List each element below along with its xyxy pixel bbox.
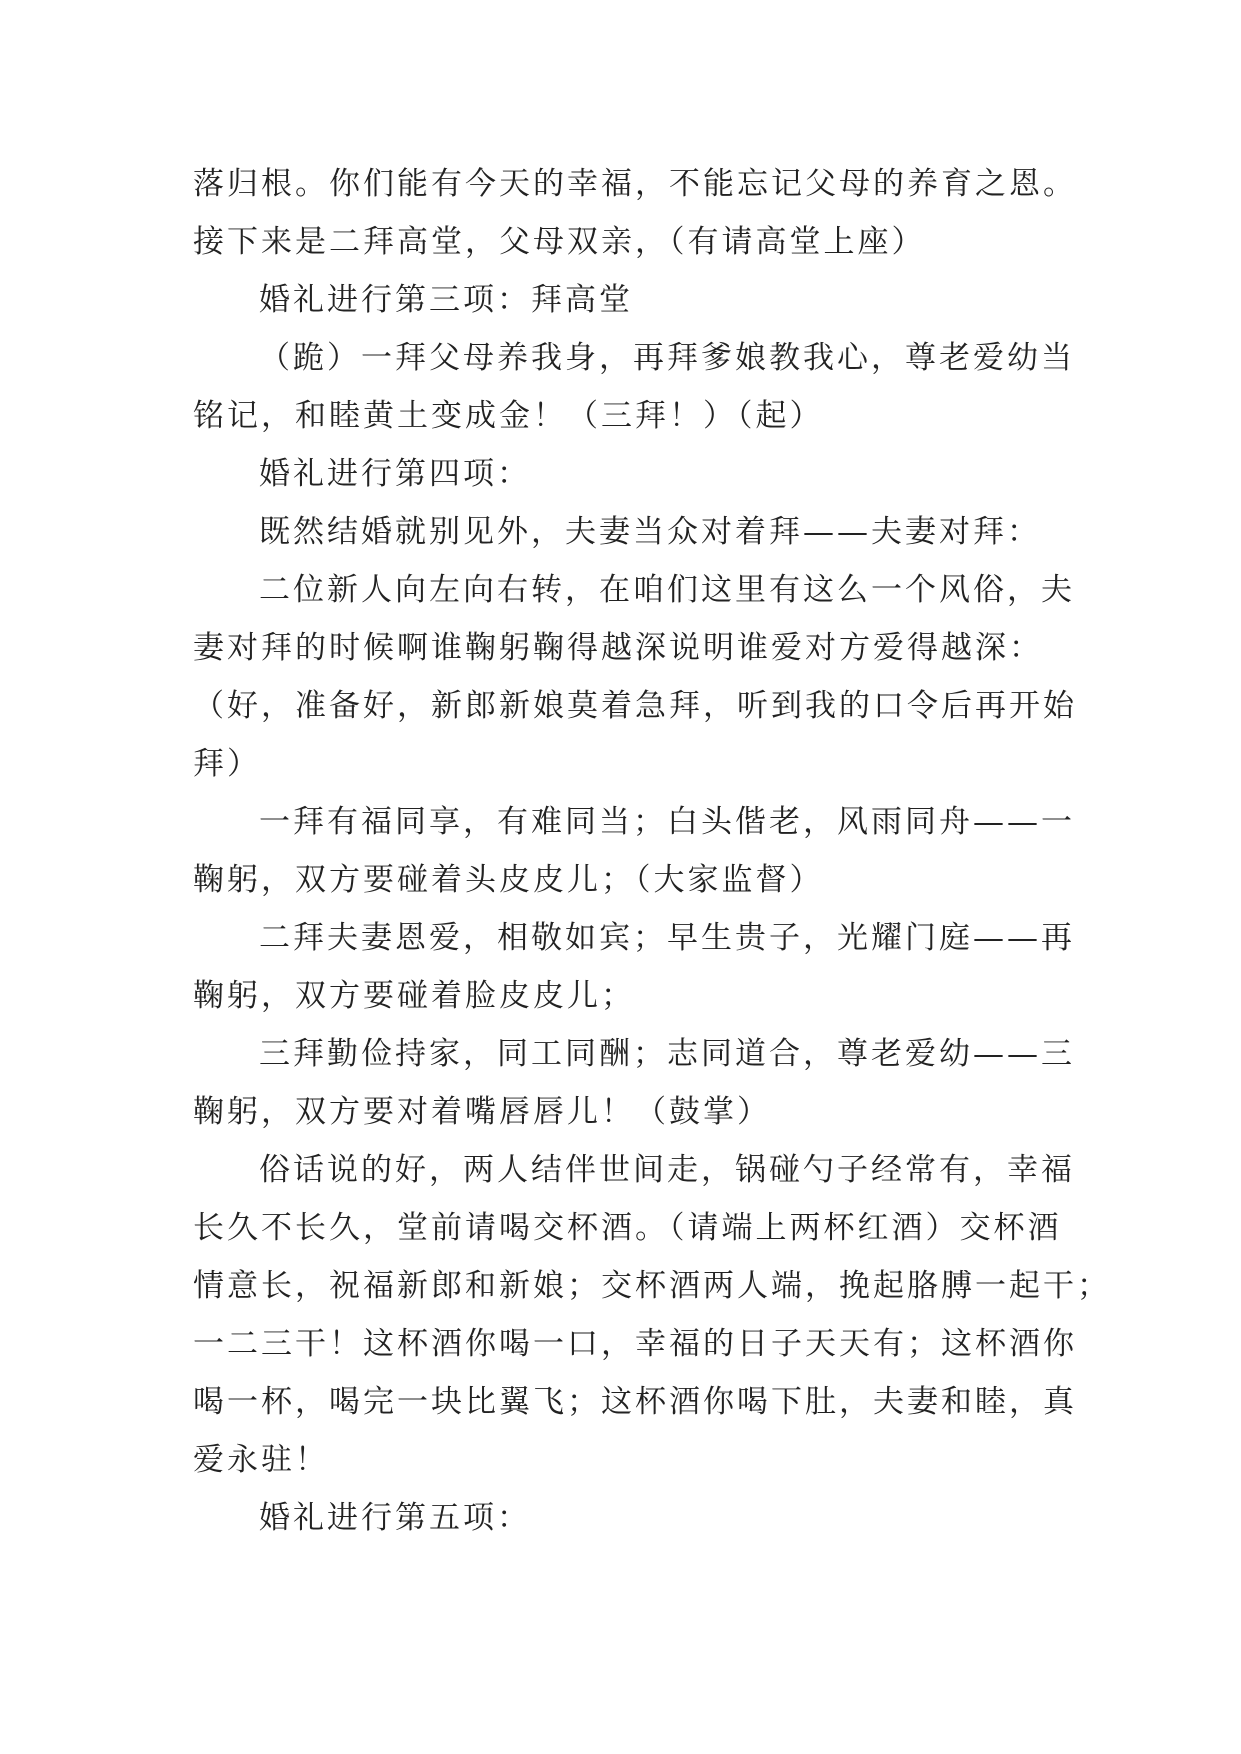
text-line: 铭记，和睦黄土变成金！（三拜！）（起） (193, 398, 824, 434)
text-line: 二位新人向左向右转，在咱们这里有这么一个风俗，夫 (259, 572, 1075, 608)
text-line: 二拜夫妻恩爱，相敬如宾；早生贵子，光耀门庭——再 (259, 920, 1075, 956)
text-line: 爱永驻！ (193, 1442, 329, 1478)
text-line: 情意长，祝福新郎和新娘；交杯酒两人端，挽起胳膊一起干； (193, 1268, 1111, 1304)
text-line: 三拜勤俭持家，同工同酬；志同道合，尊老爱幼——三 (259, 1036, 1075, 1072)
text-line: 接下来是二拜高堂，父母双亲，（有请高堂上座） (193, 224, 926, 260)
text-line: 一拜有福同享，有难同当；白头偕老，风雨同舟——一 (259, 804, 1075, 840)
section-heading: 婚礼进行第三项：拜高堂 (259, 282, 633, 318)
text-line: 鞠躬，双方要对着嘴唇唇儿！（鼓掌） (193, 1094, 771, 1130)
text-line: 妻对拜的时候啊谁鞠躬鞠得越深说明谁爱对方爱得越深： (193, 630, 1043, 666)
text-line: 一二三干！这杯酒你喝一口，幸福的日子天天有；这杯酒你 (193, 1326, 1077, 1362)
text-line: （好，准备好，新郎新娘莫着急拜，听到我的口令后再开始 (193, 688, 1077, 724)
text-line: （跪）一拜父母养我身，再拜爹娘教我心，尊老爱幼当 (259, 340, 1075, 376)
text-line: 喝一杯，喝完一块比翼飞；这杯酒你喝下肚，夫妻和睦，真 (193, 1384, 1077, 1420)
document-body (193, 155, 1111, 1547)
text-line: 俗话说的好，两人结伴世间走，锅碰勺子经常有，幸福 (259, 1152, 1075, 1188)
text-line: 长久不长久，堂前请喝交杯酒。（请端上两杯红酒）交杯酒 (193, 1210, 1062, 1246)
text-line: 鞠躬，双方要碰着头皮皮儿；（大家监督） (193, 862, 824, 898)
section-heading: 婚礼进行第五项： (259, 1500, 531, 1536)
text-line: 落归根。你们能有今天的幸福，不能忘记父母的养育之恩。 (193, 166, 1077, 202)
text-line: 既然结婚就别见外，夫妻当众对着拜——夫妻对拜： (259, 514, 1041, 550)
text-line: 拜） (193, 746, 261, 782)
text-line: 鞠躬，双方要碰着脸皮皮儿； (193, 978, 635, 1014)
section-heading: 婚礼进行第四项： (259, 456, 531, 492)
